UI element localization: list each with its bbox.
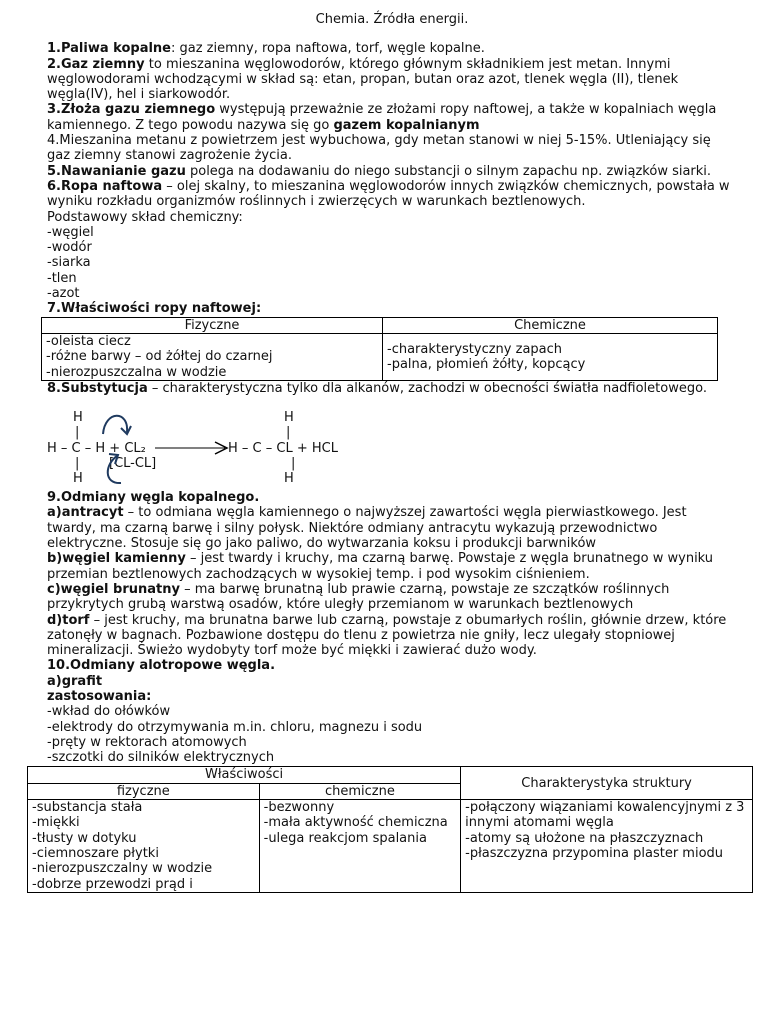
coal-brunatny-head: c)węgiel brunatny [47, 581, 180, 597]
graphite-properties-header: Właściwości [28, 767, 461, 783]
reaction-h-bottom-left: H [73, 471, 83, 487]
graphite-structure-header: Charakterystyka struktury [461, 767, 753, 800]
graphite-structure-item: -atomy są ułożone na płaszczyznach [465, 830, 704, 846]
graphite-physical-item: -tłusty w dotyku [32, 830, 137, 846]
graphite-structure-item: -połączony wiązaniami kowalencyjnymi z 3 innymi atomami węgla [465, 800, 745, 831]
reaction-h-bottom-right: H [284, 471, 294, 487]
oil-physical-cell [42, 333, 383, 380]
reaction-substrates: H – C – H + CL₂ [47, 441, 146, 457]
coal-kamienny-head: b)węgiel kamienny [47, 551, 186, 567]
coal-torf-head: d)torf [47, 612, 90, 628]
composition-item: -wodór [47, 240, 92, 256]
section-10-heading [47, 658, 737, 673]
graphite-application-item: -wkład do ołówków [47, 704, 171, 720]
oil-physical-item: -różne barwy – od żółtej do czarnej [46, 349, 273, 365]
coal-brunatny [47, 582, 737, 613]
section-6-heading: 6.Ropa naftowa [47, 178, 163, 194]
section-7-heading-text: 7.Właściwości ropy naftowej: [47, 301, 262, 317]
graphite-physical-item: -substancja stała [32, 800, 143, 816]
oil-chemical-cell [383, 333, 718, 380]
oil-chemical-item: -palna, płomień żółty, kopcący [387, 356, 586, 372]
composition-item: -azot [47, 286, 80, 302]
graphite-chemical-item: -bezwonny [263, 800, 335, 816]
graphite-heading [47, 674, 737, 689]
section-2-heading: 2.Gaz ziemny [47, 56, 145, 72]
coal-antracyt-text: – to odmiana węgla kamiennego o najwyższej zawartości węgla pierwiastkowego. Jest twardy, ma czarną barwę i silny połysk. Niektóre odmiany antracytu wykazują przewodnictwo elektryczne. Stosuje się go jako paliwo, do wytwarzania koksu i produkcji barwników [47, 505, 687, 552]
section-6 [47, 179, 737, 210]
section-1-heading: 1.Paliwa kopalne [47, 41, 171, 57]
reaction-arrows [47, 404, 307, 490]
composition-item: -siarka [47, 255, 91, 271]
section-10-heading-text: 10.Odmiany alotropowe węgla. [47, 658, 276, 674]
reaction-bond-top-left: | [75, 425, 80, 441]
coal-antracyt-head: a)antracyt [47, 505, 124, 521]
graphite-application-item: -szczotki do silników elektrycznych [47, 750, 275, 766]
section-8-text: – charakterystyczna tylko dla alkanów, zachodzi w obecności światła nadfioletowego. [147, 380, 707, 396]
section-8-heading: 8.Substytucja [47, 380, 148, 396]
graphite-physical-item: -dobrze przewodzi prąd i [32, 876, 193, 892]
coal-torf [47, 613, 737, 659]
composition-item: -tlen [47, 270, 77, 286]
section-3 [47, 102, 737, 133]
coal-antracyt [47, 505, 737, 551]
oil-physical-item: -oleista ciecz [46, 333, 131, 349]
oil-physical-header: Fizyczne [42, 317, 383, 333]
section-8 [47, 381, 737, 396]
section-4: 4.Mieszanina metanu z powietrzem jest wybuchowa, gdy metan stanowi w niej 5-15%. Utleniający się gaz ziemny stanowi zagrożenie życia. [47, 133, 711, 164]
section-6-text: – olej skalny, to mieszanina węglowodorów innych związków chemicznych, powstała w wyniku rozkładu organizmów roślinnych i zwierzęcych w warunkach beztlenowych. [47, 178, 730, 210]
section-9-heading-text: 9.Odmiany węgla kopalnego. [47, 490, 260, 506]
coal-kamienny-text: – jest twardy i kruchy, ma czarną barwę. Powstaje z węgla brunatnego w wyniku przemian beztlenowych zachodzących w wysokiej temp. i pod wysokim ciśnieniem. [47, 551, 714, 582]
graphite-structure-cell [461, 800, 753, 893]
section-3-text: występują przeważnie ze złożami ropy naftowej, a także w kopalniach węgla kamiennego. Z tego powodu nazywa się go [47, 102, 717, 133]
reaction-products: H – C – CL + HCL [228, 441, 338, 457]
graphite-application-item: -pręty w rektorach atomowych [47, 734, 247, 750]
reaction-chlorine-molecule: [CL-CL] [109, 456, 157, 472]
reaction-h-top-right: H [284, 410, 294, 426]
reaction-h-top-left: H [73, 410, 83, 426]
reaction-curved-arrowhead-top [121, 426, 131, 434]
graphite-chemical-item: -mała aktywność chemiczna [263, 815, 448, 831]
reaction-bond-bottom-left: | [75, 456, 80, 472]
section-1 [47, 41, 737, 56]
reaction-bond-bottom-right: | [291, 456, 296, 472]
document-page [32, 12, 745, 893]
oil-properties-table [41, 317, 718, 381]
coal-brunatny-text: – ma barwę brunatną lub prawie czarną, powstaje ze szczątków roślinnych przykrytych grubą warstwą osadów, które uległy przemianom w warunkach beztlenowych [47, 581, 670, 613]
coal-kamienny [47, 551, 737, 582]
section-5-heading: 5.Nawanianie gazu [47, 163, 186, 179]
graphite-physical-item: -ciemnoszare płytki [32, 845, 159, 861]
section-1-text: : gaz ziemny, ropa naftowa, torf, węgle kopalne. [171, 41, 485, 57]
graphite-chemical-cell [259, 800, 461, 893]
oil-chemical-item: -charakterystyczny zapach [387, 341, 563, 357]
oil-chemical-header: Chemiczne [383, 317, 718, 333]
graphite-physical-header: fizyczne [28, 783, 260, 799]
graphite-applications-heading-text: zastosowania: [47, 688, 152, 704]
graphite-physical-cell [28, 800, 260, 893]
graphite-properties-table [27, 766, 753, 892]
composition-item: -węgiel [47, 224, 94, 240]
section-5 [47, 164, 737, 179]
reaction-curved-arrow-bottom [108, 456, 121, 483]
graphite-applications-heading [47, 689, 737, 704]
oil-physical-item: -nierozpuszczalna w wodzie [46, 364, 227, 380]
graphite-structure-item: -płaszczyzna przypomina plaster miodu [465, 845, 724, 861]
graphite-physical-item: -nierozpuszczalny w wodzie [32, 861, 213, 877]
section-3-bold-term: gazem kopalnianym [333, 117, 480, 133]
section-2 [47, 57, 737, 103]
section-5-text: polega na dodawaniu do niego substancji o silnym zapachu np. związków siarki. [185, 163, 712, 179]
coal-torf-text: – jest kruchy, ma brunatna barwe lub czarną, powstaje z obumarłych roślin, głównie drzew, które zatonęły w bagnach. Pozbawione dostępu do tlenu z powietrza nie gniły, lecz ulegały stopniowej mineralizacji. Świeżo wydobyty torf może być miękki i zawierać dużo wody. [47, 612, 727, 659]
reaction-bond-top-right: | [286, 425, 291, 441]
graphite-heading-text: a)grafit [47, 673, 103, 689]
section-9-heading [47, 490, 737, 505]
section-7-heading [47, 301, 737, 316]
graphite-physical-item: -miękki [32, 815, 80, 831]
section-3-heading: 3.Złoża gazu ziemnego [47, 102, 216, 118]
graphite-chemical-item: -ulega reakcjom spalania [263, 830, 427, 846]
document-title: Chemia. Źródła energii. [315, 12, 469, 27]
substitution-reaction [47, 404, 737, 490]
section-2-text: to mieszanina węglowodorów, którego głównym składnikiem jest metan. Innymi węglowodorami wchodzącymi w skład są: etan, propan, butan oraz azot, tlenek węgla (II), tlenek węgla(IV), hel i siarkowodór. [47, 56, 679, 103]
graphite-application-item: -elektrody do otrzymywania m.in. chloru, magnezu i sodu [47, 719, 423, 735]
section-6-subheading: Podstawowy skład chemiczny: [47, 209, 243, 225]
graphite-chemical-header: chemiczne [259, 783, 461, 799]
